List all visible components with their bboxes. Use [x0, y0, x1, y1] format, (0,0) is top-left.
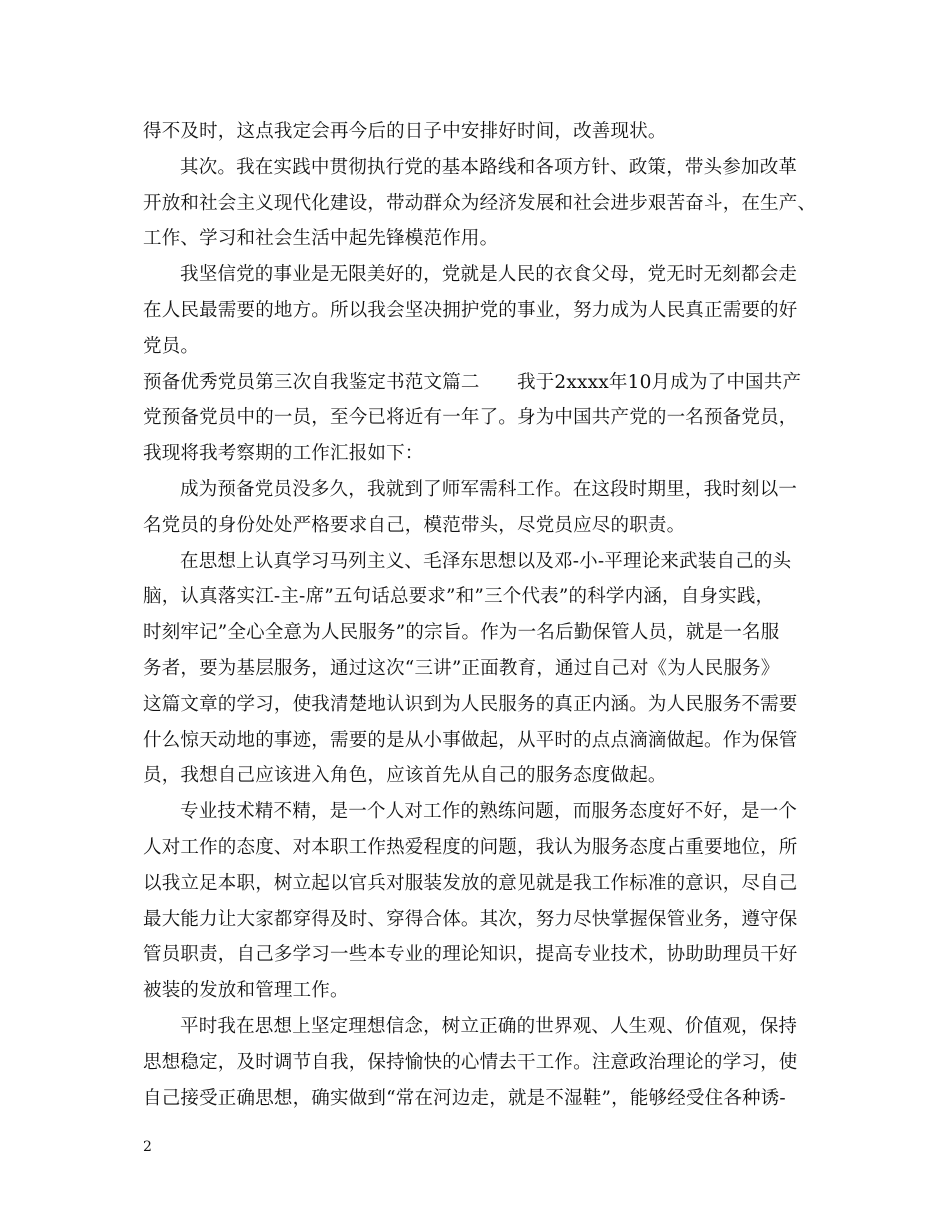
text-line: 其次。我在实践中贯彻执行党的基本路线和各项方针、政策，带头参加改革	[180, 156, 798, 178]
text-line: 务者，要为基层服务，通过这次“三讲”正面教育，通过自己对《为人民服务》	[143, 657, 780, 679]
text-line: 得不及时，这点我定会再今后的日子中安排好时间，改善现状。	[143, 121, 667, 142]
text-line: 工作、学习和社会生活中起先锋模范作用。	[143, 228, 499, 250]
text-line: 时刻牢记”全心全意为人民服务”的宗旨。作为一名后勤保管人员，就是一名服	[143, 622, 780, 644]
text-line: 开放和社会主义现代化建设，带动群众为经济发展和社会进步艰苦奋斗，在生产、	[143, 192, 817, 214]
text-line: 被装的发放和管理工作。	[143, 980, 349, 1002]
text-line: 名党员的身份处处严格要求自己，模范带头，尽党员应尽的职责。	[143, 514, 686, 536]
page-number: 2	[143, 1139, 152, 1155]
text-line: 党员。	[143, 335, 200, 357]
text-line: 管员职责，自己多学习一些本专业的理论知识，提高专业技术，协助助理员干好	[143, 944, 798, 966]
text-line: 思想稳定，及时调节自我，保持愉快的心情去干工作。注意政治理论的学习，使	[143, 1051, 798, 1073]
text-line: 在人民最需要的地方。所以我会坚决拥护党的事业，努力成为人民真正需要的好	[143, 299, 798, 321]
text-line: 平时我在思想上坚定理想信念，树立正确的世界观、人生观、价值观，保持	[180, 1015, 798, 1037]
text-line: 以我立足本职，树立起以官兵对服装发放的意见就是我工作标准的意识，尽自己	[143, 872, 798, 894]
text-line: 自己接受正确思想，确实做到“常在河边走，就是不湿鞋”，能够经受住各种诱-	[143, 1087, 786, 1109]
body-text	[143, 114, 823, 1116]
text-line: 专业技术精不精，是一个人对工作的熟练问题，而服务态度好不好，是一个	[180, 801, 798, 823]
text-line: 脑，认真落实江-主-席”五句话总要求”和”三个代表”的科学内涵，自身实践，	[143, 586, 775, 608]
section-heading-line: 预备优秀党员第三次自我鉴定书范文篇二 我于2xxxx年10月成为了中国共产	[143, 371, 802, 393]
text-line: 我坚信党的事业是无限美好的，党就是人民的衣食父母，党无时无刻都会走	[180, 264, 798, 286]
text-line: 党预备党员中的一员，至今已将近有一年了。身为中国共产党的一名预备党员，	[143, 407, 798, 429]
text-line: 最大能力让大家都穿得及时、穿得合体。其次，努力尽快掌握保管业务，遵守保	[143, 908, 798, 930]
text-line: 这篇文章的学习，使我清楚地认识到为人民服务的真正内涵。为人民服务不需要	[143, 693, 798, 715]
text-line: 成为预备党员没多久，我就到了师军需科工作。在这段时期里，我时刻以一	[180, 478, 798, 500]
text-line: 什么惊天动地的事迹，需要的是从小事做起，从平时的点点滴滴做起。作为保管	[143, 729, 798, 751]
text-line: 在思想上认真学习马列主义、毛泽东思想以及邓-小-平理论来武装自己的头	[180, 550, 792, 572]
text-line: 员，我想自己应该进入角色，应该首先从自己的服务态度做起。	[143, 765, 667, 787]
text-line: 人对工作的态度、对本职工作热爱程度的问题，我认为服务态度占重要地位，所	[143, 836, 798, 858]
text-line: 我现将我考察期的工作汇报如下：	[143, 443, 424, 465]
